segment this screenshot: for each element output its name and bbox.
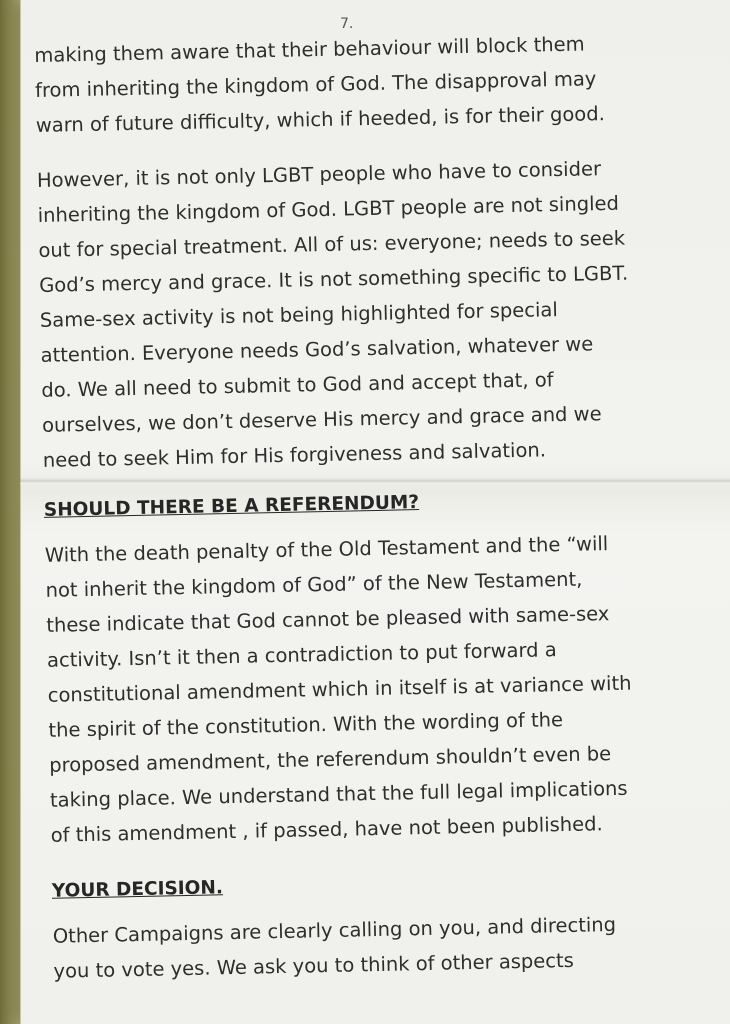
text-line: out for special treatment. All of us: everyone; needs to seek bbox=[38, 226, 626, 262]
text-line: you to vote yes. We ask you to think of other aspects bbox=[53, 948, 575, 983]
paragraph-4 bbox=[52, 905, 713, 989]
text-line: these indicate that God cannot be pleased with same-sex bbox=[46, 602, 610, 637]
page-number: 7. bbox=[340, 16, 354, 32]
text-line: making them aware that their behaviour will block them bbox=[34, 32, 585, 67]
text-line: warn of future difficulty, which if heeded, is for their good. bbox=[35, 102, 606, 137]
text-line: the spirit of the constitution. With the wording of the bbox=[48, 708, 564, 742]
text-line: activity. Isn’t it then a contradiction to put forward a bbox=[46, 638, 557, 672]
text-line: from inheriting the kingdom of God. The disapproval may bbox=[34, 67, 597, 102]
text-line: need to seek Him for His forgiveness and salvation. bbox=[42, 438, 547, 472]
text-line: taking place. We understand that the full legal implications bbox=[49, 776, 628, 812]
text-line: God’s mercy and grace. It is not something specific to LGBT. bbox=[38, 261, 629, 297]
document-body bbox=[34, 24, 714, 989]
heading-decision: YOUR DECISION. bbox=[51, 877, 224, 902]
paragraph-3 bbox=[44, 524, 710, 853]
text-line: constitutional amendment which in itself is at variance with bbox=[47, 671, 632, 707]
text-line: Same-sex activity is not being highlighted for special bbox=[39, 298, 559, 332]
text-line: of this amendment , if passed, have not been published. bbox=[50, 812, 603, 847]
text-line: inheriting the kingdom of God. LGBT people are not singled bbox=[37, 191, 620, 227]
paragraph-1 bbox=[34, 24, 696, 143]
text-line: not inherit the kingdom of God” of the New Testament, bbox=[45, 567, 583, 602]
paragraph-2 bbox=[37, 149, 703, 478]
text-line: attention. Everyone needs God’s salvation, whatever we bbox=[40, 332, 594, 367]
text-line: With the death penalty of the Old Testament and the “will bbox=[44, 532, 609, 567]
text-line: do. We all need to submit to God and accept that, of bbox=[41, 368, 554, 402]
heading-referendum: SHOULD THERE BE A REFERENDUM? bbox=[43, 492, 420, 521]
text-line: proposed amendment, the referendum shouldn’t even be bbox=[48, 742, 612, 777]
text-line: Other Campaigns are clearly calling on you, and directing bbox=[52, 913, 617, 948]
text-line: ourselves, we don’t deserve His mercy and grace and we bbox=[41, 402, 602, 437]
text-line: However, it is not only LGBT people who have to consider bbox=[36, 157, 602, 192]
